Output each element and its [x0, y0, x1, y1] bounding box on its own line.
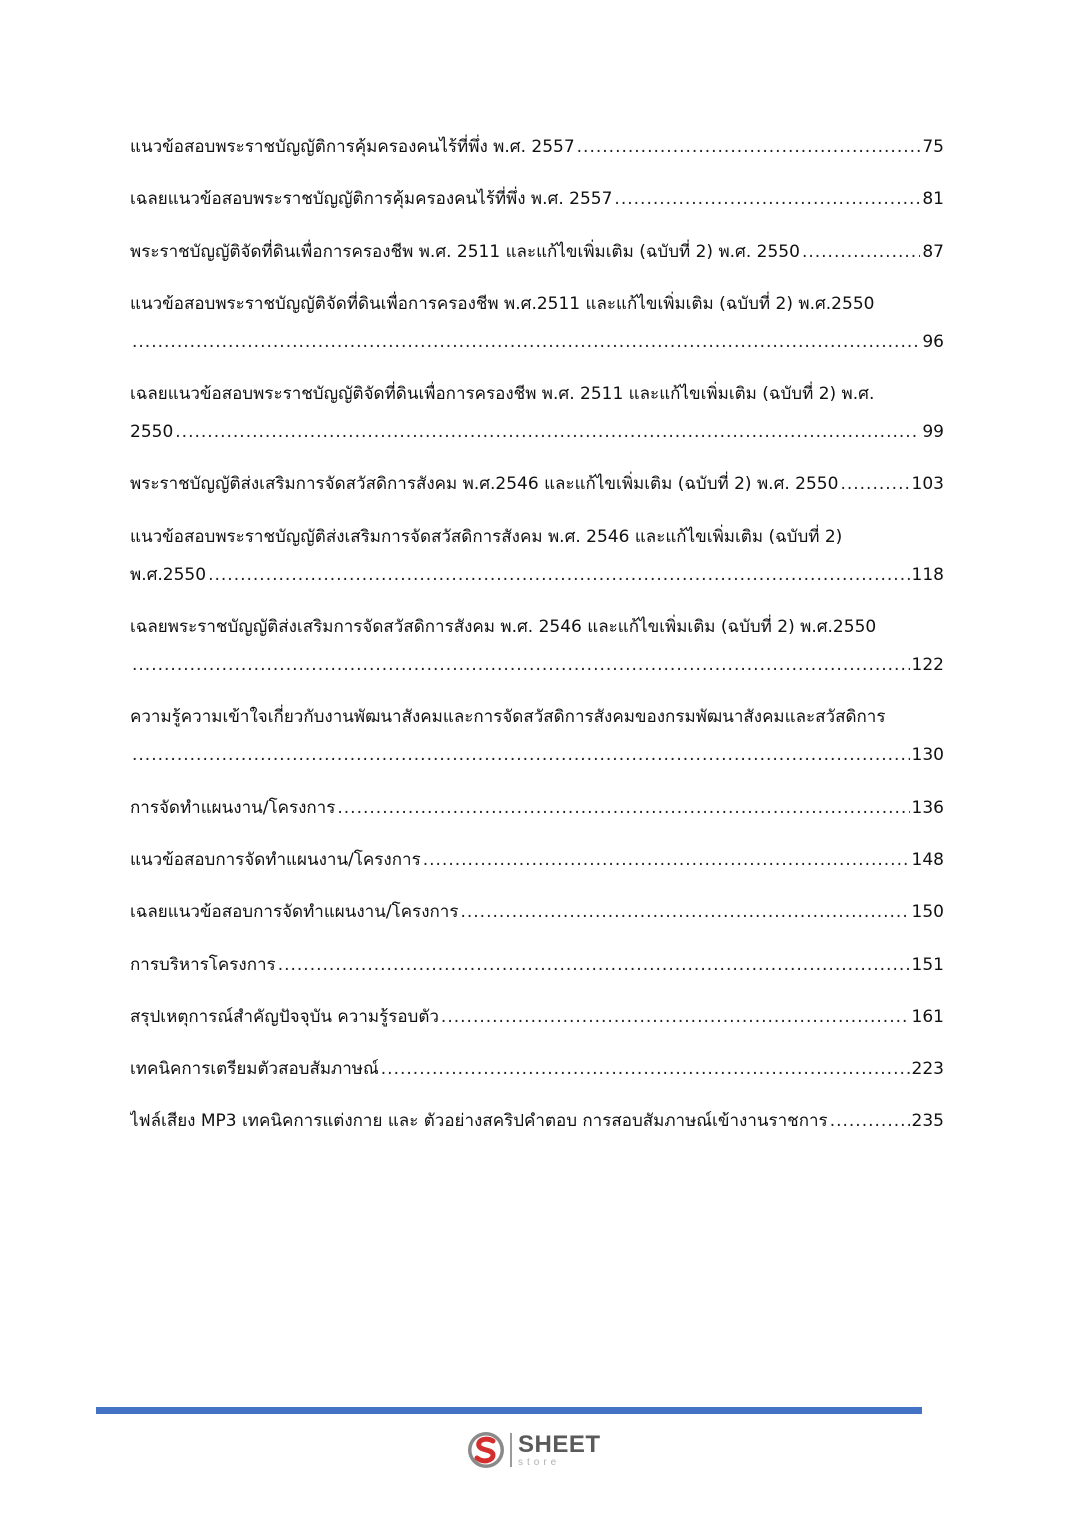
toc-entry-title: ความรู้ความเข้าใจเกี่ยวกับงานพัฒนาสังคมและการจัดสวัสดิการสังคมของกรมพัฒนาสังคมและสวัสดิการ — [130, 707, 886, 728]
toc-entry-page: 118 — [911, 564, 944, 585]
toc-leader-dots — [278, 946, 910, 984]
toc-entry-page: 136 — [911, 797, 944, 818]
toc-leader-dots — [423, 841, 910, 879]
toc-entry-page: 122 — [911, 655, 944, 676]
toc-entry[interactable] — [130, 841, 944, 879]
table-of-contents — [130, 128, 944, 1155]
logo-sub-text: store — [518, 1456, 561, 1468]
toc-leader-dots — [208, 556, 909, 594]
toc-entry-title: เฉลยแนวข้อสอบการจัดทำแผนงาน/โครงการ — [130, 902, 459, 923]
toc-entry[interactable] — [130, 893, 944, 931]
toc-entry-title: เทคนิคการเตรียมตัวสอบสัมภาษณ์ — [130, 1059, 379, 1080]
toc-entry-title: แนวข้อสอบพระราชบัญญัติส่งเสริมการจัดสวัสดิการสังคม พ.ศ. 2546 และแก้ไขเพิ่มเติม (ฉบับที่ 2) — [130, 526, 843, 547]
toc-entry-title: พระราชบัญญัติส่งเสริมการจัดสวัสดิการสังคม พ.ศ.2546 และแก้ไขเพิ่มเติม (ฉบับที่ 2) พ.ศ. 2550 — [130, 474, 839, 495]
toc-leader-dots — [132, 323, 920, 361]
toc-entry[interactable] — [130, 375, 944, 451]
toc-entry-page: 99 — [922, 422, 944, 443]
toc-entry-title: แนวข้อสอบพระราชบัญญัติจัดที่ดินเพื่อการครองชีพ พ.ศ.2511 และแก้ไขเพิ่มเติม (ฉบับที่ 2) พ.ศ.2550 — [130, 293, 875, 314]
logo-wordmark — [518, 1430, 601, 1468]
toc-entry[interactable] — [130, 465, 944, 503]
toc-entry-page: 81 — [922, 189, 944, 210]
toc-leader-dots — [441, 998, 910, 1036]
toc-entry[interactable] — [130, 285, 944, 361]
toc-entry-title: พระราชบัญญัติจัดที่ดินเพื่อการครองชีพ พ.ศ. 2511 และแก้ไขเพิ่มเติม (ฉบับที่ 2) พ.ศ. 2550 — [130, 241, 800, 262]
toc-entry-page: 75 — [922, 137, 944, 157]
toc-leader-dots — [132, 646, 910, 684]
toc-leader-dots — [577, 128, 921, 166]
toc-leader-dots — [830, 1102, 910, 1140]
toc-entry-page: 130 — [911, 745, 944, 766]
toc-entry-page: 87 — [922, 241, 944, 262]
toc-entry[interactable] — [130, 698, 944, 774]
footer-divider — [96, 1407, 922, 1414]
sheet-store-logo — [466, 1428, 601, 1472]
toc-entry-page: 151 — [911, 954, 944, 975]
logo-separator — [510, 1433, 512, 1467]
toc-entry[interactable] — [130, 1050, 944, 1088]
toc-leader-dots — [460, 893, 909, 931]
toc-leader-dots — [132, 736, 910, 774]
toc-entry-title-cont: 2550 — [130, 422, 174, 443]
logo-main-text: SHEET — [518, 1430, 601, 1458]
toc-entry[interactable] — [130, 180, 944, 218]
toc-entry-title: เฉลยแนวข้อสอบพระราชบัญญัติการคุ้มครองคนไร้ที่พึ่ง พ.ศ. 2557 — [130, 189, 613, 210]
sheet-store-logo-icon — [466, 1430, 506, 1470]
toc-entry[interactable] — [130, 789, 944, 827]
toc-leader-dots — [802, 233, 920, 271]
toc-entry[interactable] — [130, 233, 944, 271]
toc-leader-dots — [381, 1050, 910, 1088]
toc-entry-page: 148 — [911, 849, 944, 870]
toc-entry-page: 235 — [911, 1111, 944, 1132]
toc-entry-title: ไฟล์เสียง MP3 เทคนิคการแต่งกาย และ ตัวอย่างสคริปคำตอบ การสอบสัมภาษณ์เข้างานราชการ — [130, 1111, 828, 1132]
toc-entry-title-cont: พ.ศ.2550 — [130, 564, 207, 585]
toc-entry-page: 161 — [911, 1006, 944, 1027]
toc-entry[interactable] — [130, 608, 944, 684]
toc-entry-page: 150 — [911, 902, 944, 923]
toc-entry-page: 223 — [911, 1059, 944, 1080]
toc-entry-title: สรุปเหตุการณ์สำคัญปัจจุบัน ความรู้รอบตัว — [130, 1006, 439, 1027]
toc-leader-dots — [175, 413, 920, 451]
toc-entry-page: 103 — [911, 474, 944, 495]
toc-entry[interactable] — [130, 1102, 944, 1140]
toc-entry-title: แนวข้อสอบพระราชบัญญัติการคุ้มครองคนไร้ที่พึ่ง พ.ศ. 2557 — [130, 137, 575, 157]
toc-leader-dots — [337, 789, 909, 827]
toc-entry[interactable] — [130, 518, 944, 594]
toc-entry-page: 96 — [922, 331, 944, 352]
toc-leader-dots — [614, 180, 920, 218]
toc-entry-title: การบริหารโครงการ — [130, 954, 276, 975]
toc-entry-title: เฉลยแนวข้อสอบพระราชบัญญัติจัดที่ดินเพื่อการครองชีพ พ.ศ. 2511 และแก้ไขเพิ่มเติม (ฉบับที่ 2) พ.ศ. — [130, 384, 875, 405]
toc-entry[interactable] — [130, 998, 944, 1036]
toc-entry[interactable] — [130, 946, 944, 984]
toc-entry-title: เฉลยพระราชบัญญัติส่งเสริมการจัดสวัสดิการสังคม พ.ศ. 2546 และแก้ไขเพิ่มเติม (ฉบับที่ 2) พ.ศ.2550 — [130, 617, 877, 638]
toc-leader-dots — [840, 465, 909, 503]
toc-entry[interactable] — [130, 128, 944, 166]
toc-entry-title: การจัดทำแผนงาน/โครงการ — [130, 797, 336, 818]
toc-entry-title: แนวข้อสอบการจัดทำแผนงาน/โครงการ — [130, 849, 421, 870]
